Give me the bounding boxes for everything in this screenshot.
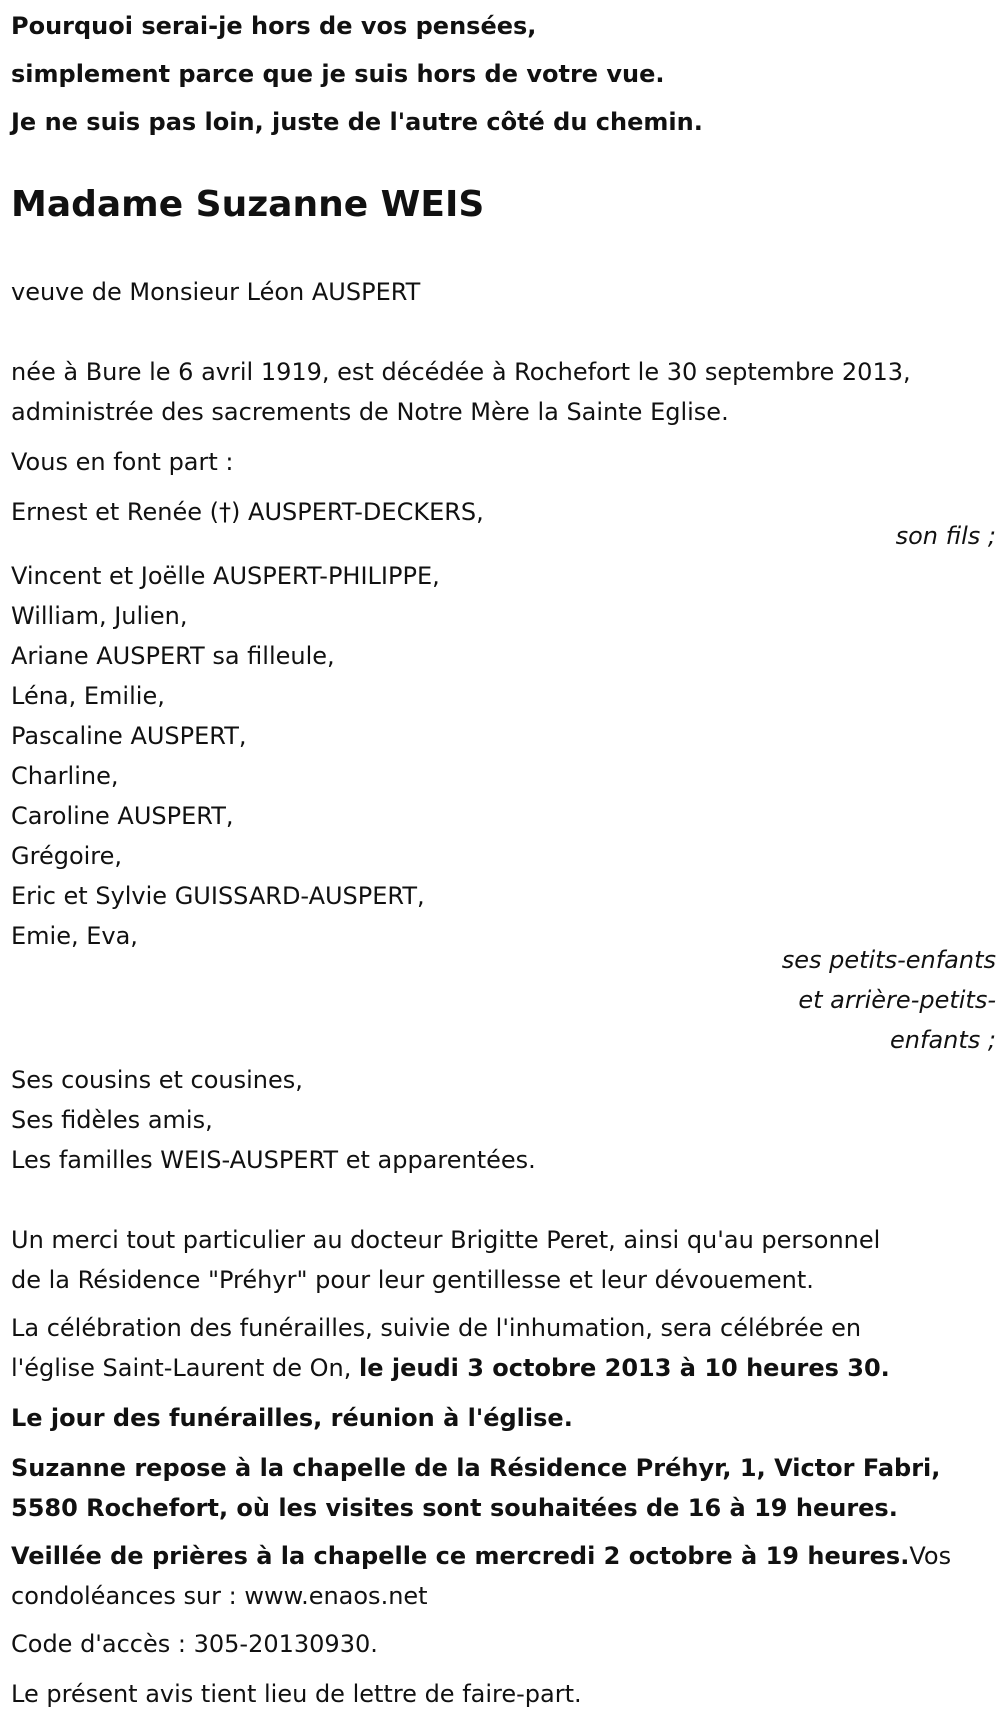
list-item: Ses cousins et cousines, <box>11 1066 303 1094</box>
list-item: Caroline AUSPERT, <box>11 802 234 830</box>
poem <box>11 2 996 146</box>
access-code: Code d'accès : 305-20130930. <box>11 1630 378 1658</box>
role-line: et arrière-petits- <box>798 986 996 1014</box>
list-item: Vincent et Joëlle AUSPERT-PHILIPPE, <box>11 562 440 590</box>
role-line: ses petits-enfants <box>781 946 996 974</box>
son-role: son fils ; <box>895 522 996 550</box>
list-item: Ses fidèles amis, <box>11 1106 213 1134</box>
deceased-name: Madame Suzanne WEIS <box>11 184 485 225</box>
others-list <box>11 1060 996 1180</box>
list-item: William, Julien, <box>11 602 188 630</box>
list-item: Ariane AUSPERT sa filleule, <box>11 642 335 670</box>
vigil-condolences-start: Vos <box>909 1542 952 1570</box>
list-item: Les familles WEIS-AUSPERT et apparentées. <box>11 1146 536 1174</box>
vigil <box>11 1536 996 1616</box>
ceremony-line: La célébration des funérailles, suivie de l'inhumation, sera célébrée en <box>11 1314 862 1342</box>
thanks <box>11 1220 996 1300</box>
reunion-note: Le jour des funérailles, réunion à l'église. <box>11 1404 573 1432</box>
list-item: Pascaline AUSPERT, <box>11 722 247 750</box>
thanks-line: de la Résidence "Préhyr" pour leur gentillesse et leur dévouement. <box>11 1266 814 1294</box>
list-item: Charline, <box>11 762 119 790</box>
poem-line: Pourquoi serai-je hors de vos pensées, <box>11 12 537 40</box>
widow-line: veuve de Monsieur Léon AUSPERT <box>11 278 421 306</box>
ceremony-date: le jeudi 3 octobre 2013 à 10 heures 30. <box>359 1354 890 1382</box>
ceremony <box>11 1308 996 1388</box>
list-item: Léna, Emilie, <box>11 682 165 710</box>
list-item: Eric et Sylvie GUISSARD-AUSPERT, <box>11 882 425 910</box>
list-item: Emie, Eva, <box>11 922 138 950</box>
announcers-intro: Vous en font part : <box>11 448 234 476</box>
repose-line: 5580 Rochefort, où les visites sont souhaitées de 16 à 19 heures. <box>11 1494 898 1522</box>
birth-death <box>11 352 996 432</box>
poem-line: simplement parce que je suis hors de votre vue. <box>11 60 665 88</box>
grandchildren-role <box>11 940 1000 1060</box>
poem-line: Je ne suis pas loin, juste de l'autre côté du chemin. <box>11 108 703 136</box>
thanks-line: Un merci tout particulier au docteur Brigitte Peret, ainsi qu'au personnel <box>11 1226 881 1254</box>
vigil-text: Veillée de prières à la chapelle ce mercredi 2 octobre à 19 heures. <box>11 1542 910 1570</box>
birth-death-line: administrée des sacrements de Notre Mère la Sainte Eglise. <box>11 398 729 426</box>
condolences-line: condoléances sur : www.enaos.net <box>11 1582 428 1610</box>
birth-death-line: née à Bure le 6 avril 1919, est décédée à Rochefort le 30 septembre 2013, <box>11 358 911 386</box>
son-name: Ernest et Renée (†) AUSPERT-DECKERS, <box>11 498 484 526</box>
closing-note: Le présent avis tient lieu de lettre de faire-part. <box>11 1680 582 1708</box>
ceremony-line <box>11 1348 996 1388</box>
repose-note <box>11 1448 996 1528</box>
repose-line: Suzanne repose à la chapelle de la Résidence Préhyr, 1, Victor Fabri, <box>11 1454 941 1482</box>
role-line: enfants ; <box>890 1026 996 1054</box>
list-item: Grégoire, <box>11 842 123 870</box>
grandchildren-list <box>11 556 996 956</box>
ceremony-place: l'église Saint-Laurent de On, <box>11 1354 360 1382</box>
vigil-line <box>11 1536 996 1576</box>
